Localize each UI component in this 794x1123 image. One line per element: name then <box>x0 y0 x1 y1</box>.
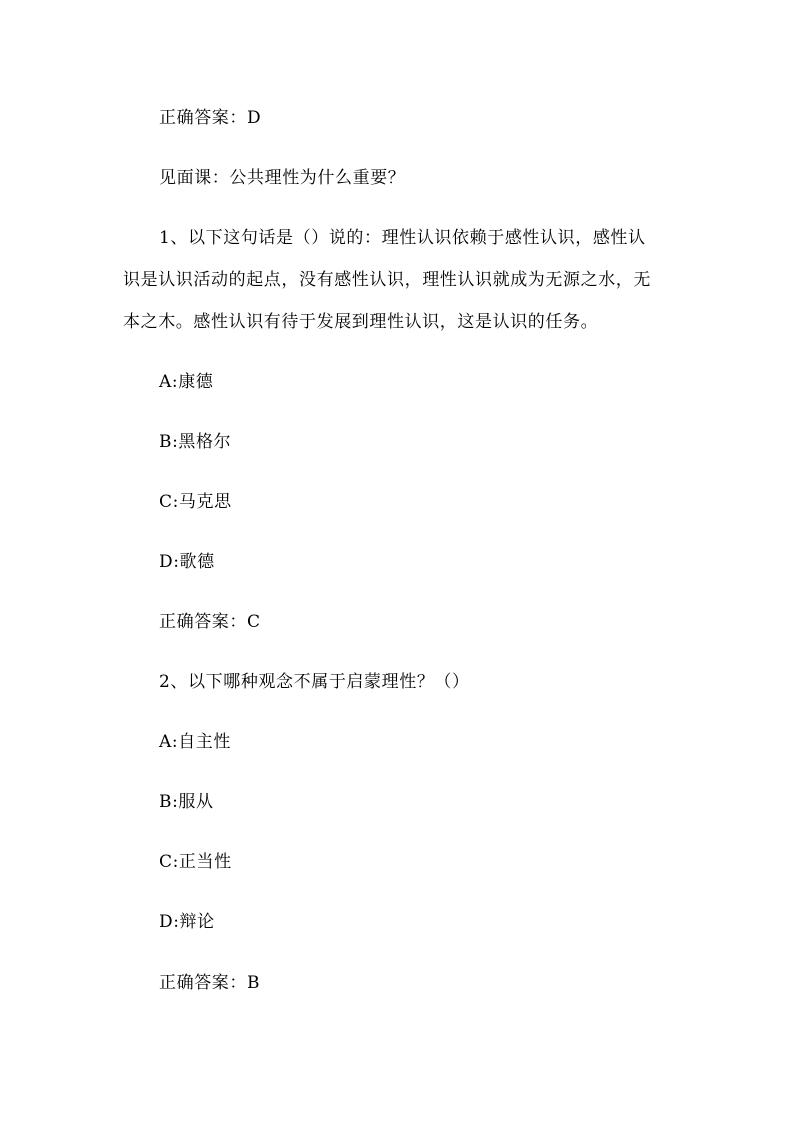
previous-answer: 正确答案：D <box>159 108 262 128</box>
question-1-text <box>123 226 679 346</box>
question-2-option-c: C:正当性 <box>159 852 232 872</box>
question-2-text: 2、以下哪种观念不属于启蒙理性？（） <box>159 672 470 692</box>
question-1-option-b: B:黑格尔 <box>159 432 232 452</box>
question-1-line-1: 1、以下这句话是（）说的：理性认识依赖于感性认识，感性认 <box>159 228 646 248</box>
question-2-option-d: D:辩论 <box>159 912 215 932</box>
question-1-option-d: D:歌德 <box>159 552 215 572</box>
question-1-line-2: 识是认识活动的起点，没有感性认识，理性认识就成为无源之水，无 <box>123 270 651 290</box>
question-1-option-c: C:马克思 <box>159 492 232 512</box>
section-heading: 见面课：公共理性为什么重要？ <box>159 168 406 188</box>
question-1-answer: 正确答案：C <box>159 612 261 632</box>
question-2-option-b: B:服从 <box>159 792 214 812</box>
question-1-option-a: A:康德 <box>159 372 214 392</box>
question-2-option-a: A:自主性 <box>159 732 232 752</box>
question-1-line-3: 本之木。感性认识有待于发展到理性认识，这是认识的任务。 <box>123 312 599 332</box>
question-2-answer: 正确答案：B <box>159 973 261 993</box>
